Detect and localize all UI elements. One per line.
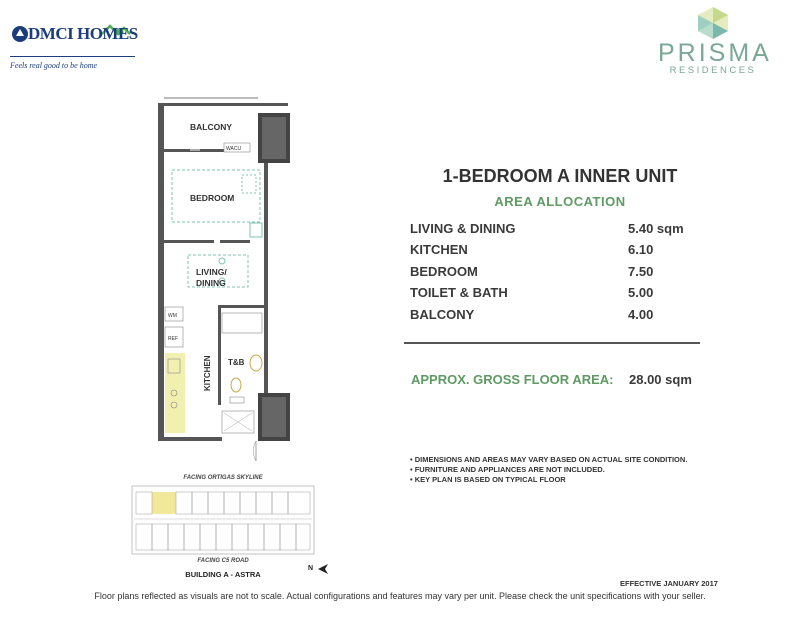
north-label: N (308, 565, 314, 572)
keyplan-unit-highlight (152, 492, 176, 514)
gross-area-label: APPROX. GROSS FLOOR AREA: (411, 372, 614, 387)
toilet (231, 378, 241, 392)
shower (222, 313, 262, 333)
area-label: KITCHEN (410, 242, 468, 257)
north-arrow-icon (316, 562, 330, 576)
lavatory (250, 355, 262, 371)
note-item: • KEY PLAN IS BASED ON TYPICAL FLOOR (410, 475, 566, 484)
note-item: • FURNITURE AND APPLIANCES ARE NOT INCLUDED. (410, 465, 605, 474)
area-value: 6.10 (628, 242, 654, 257)
area-label: BALCONY (410, 307, 475, 322)
area-value: 5.40 sqm (628, 221, 684, 236)
living-label-1: LIVING/ (196, 267, 227, 277)
area-row (410, 285, 710, 305)
keyplan-bottom-label: FACING C5 ROAD (197, 558, 249, 564)
wacu-label: WACU (226, 146, 242, 152)
kitchen-label: KITCHEN (203, 355, 212, 391)
bedroom-label: BEDROOM (190, 193, 235, 203)
area-label: BEDROOM (410, 264, 478, 279)
disclaimer: Floor plans reflected as visuals are not to scale. Actual configurations and features may vary per unit. Please check the unit specifications with your seller. (94, 591, 706, 601)
area-row (410, 307, 710, 327)
developer-name: DMCI HOMES (28, 24, 138, 43)
project-name: PRISMA (658, 39, 772, 67)
area-row (410, 242, 710, 262)
keyplan-top-label: FACING ORTIGAS SKYLINE (183, 475, 263, 481)
living-label-2: DINING (196, 278, 226, 288)
area-value: 5.00 (628, 285, 654, 300)
ref-label: REF (168, 336, 178, 342)
project-subtitle: RESIDENCES (669, 65, 757, 76)
area-allocation-heading: AREA ALLOCATION (494, 194, 626, 209)
floor-plan (150, 95, 295, 465)
area-value: 7.50 (628, 264, 654, 279)
area-row (410, 221, 710, 241)
balcony-label: BALCONY (190, 122, 233, 132)
key-plan (130, 484, 316, 556)
area-label: TOILET & BATH (410, 285, 508, 300)
area-row (410, 264, 710, 284)
tb-label: T&B (228, 358, 245, 367)
developer-tagline: Feels real good to be home (10, 61, 98, 70)
divider (404, 342, 700, 344)
building-label: BUILDING A - ASTRA (185, 570, 261, 579)
wm-label: WM (168, 313, 177, 319)
prisma-logo-icon (695, 6, 731, 40)
note-item: • DIMENSIONS AND AREAS MAY VARY BASED ON ACTUAL SITE CONDITION. (410, 455, 688, 464)
area-value: 4.00 (628, 307, 654, 322)
area-label: LIVING & DINING (410, 221, 516, 236)
gross-area-value: 28.00 sqm (629, 372, 692, 387)
effective-date: EFFECTIVE JANUARY 2017 (620, 579, 718, 588)
unit-title: 1-BEDROOM A INNER UNIT (442, 166, 678, 186)
